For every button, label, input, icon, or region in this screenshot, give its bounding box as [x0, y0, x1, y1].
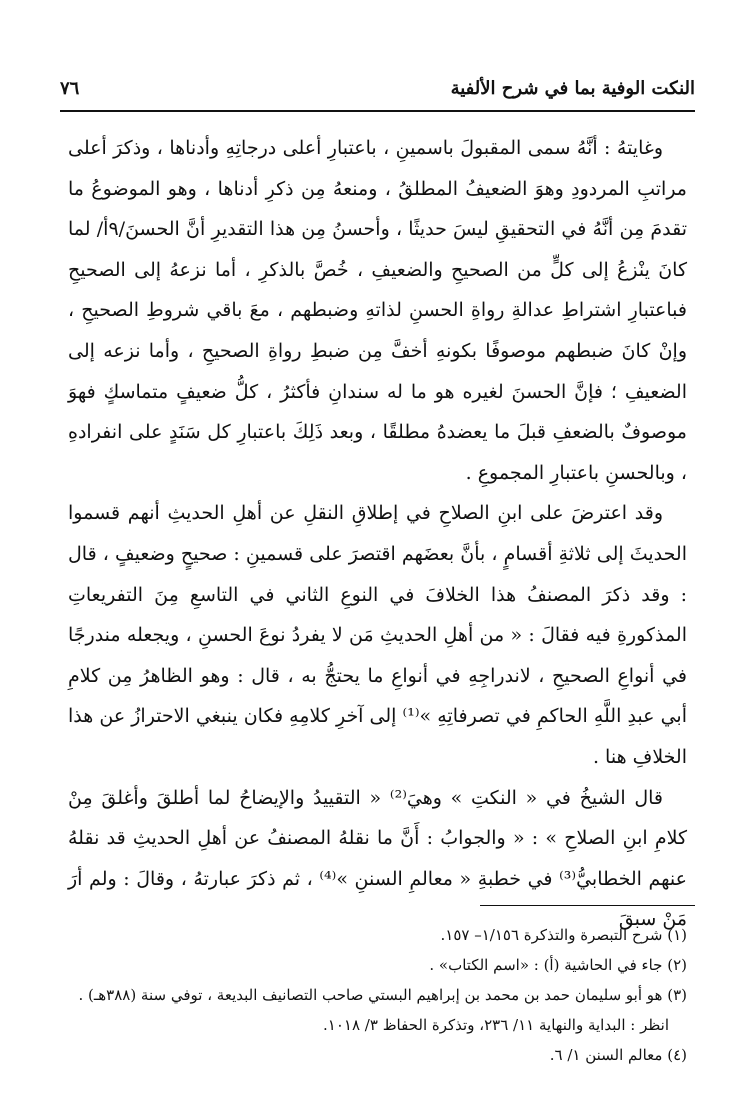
running-title: النكت الوفية بما في شرح الألفية	[450, 77, 695, 99]
page-header	[60, 68, 695, 108]
footnote-4: (٤) معالم السنن ١/ ٦.	[549, 1046, 687, 1064]
footnote-3-continuation: انظر : البداية والنهاية ١١/ ٢٣٦، وتذكرة الحفاظ ٣/ ١٠١٨.	[323, 1016, 669, 1034]
paragraph-3: قال الشيخُ في « النكتِ » وهيَ⁽²⁾ « التقييدُ والإيضاحُ لما أطلقَ وأغلقَ مِنْ كلامِ ابنِ الصلاحِ » : « والجوابُ : أَنَّ ما نقلهُ المصنفُ عن أهلِ الحديثِ قد نقلهُ عنهم الخطابيُّ⁽³⁾ في خطبةِ « معالمِ السننِ »⁽⁴⁾ ، ثم ذكرَ عبارتهُ ، وقالَ : ولم أرَ مَنْ سبقَ	[68, 786, 687, 931]
header-rule	[60, 110, 695, 112]
paragraph-2: وقد اعترضَ على ابنِ الصلاحِ في إطلاقِ النقلِ عن أهلِ الحديثِ أنهم قسموا الحديثَ إلى ثلاثةِ أقسامٍ ، بأنَّ بعضَهم اقتصرَ على قسمينِ : صحيحٍ وضعيفٍ ، قال : وقد ذكرَ المصنفُ هذا الخلافَ في النوعِ الثاني في التاسعِ مِنَ التفريعاتِ المذكورةِ فيه فقالَ : « من أهلِ الحديثِ مَن لا يفردُ نوعَ الحسنِ ، ويجعله مندرجًا في أنواعِ الصحيحِ ، لاندراجِهِ في أنواعِ ما يحتجُّ به ، قال : وهو الظاهرُ مِن كلامِ أبي عبدِ اللَّهِ الحاكمِ في تصرفاتِهِ »⁽¹⁾ إلى آخرِ كلامِهِ فكان ينبغي الاحترازُ عن هذا الخلافِ هنا .	[68, 502, 687, 768]
footnotes	[68, 920, 687, 1070]
footnote-3: (٣) هو أبو سليمان حمد بن محمد بن إبراهيم البستي صاحب التصانيف البديعة ، توفي سنة (٣٨٨هـ) .	[78, 986, 687, 1004]
page-number: ٧٦	[60, 77, 80, 99]
footnote-separator	[480, 905, 695, 906]
main-text	[68, 128, 687, 940]
footnote-1: (١) شرح التبصرة والتذكرة ١/١٥٦– ١٥٧.	[440, 926, 687, 944]
footnote-2: (٢) جاء في الحاشية (أ) : «اسم الكتاب» .	[429, 956, 687, 974]
paragraph-1: وغايتهُ : أنَّهُ سمى المقبولَ باسمينِ ، باعتبارِ أعلى درجاتِهِ وأدناها ، وذكرَ أعلى مراتبِ المردودِ وهوَ الضعيفُ المطلقُ ، ومنعهُ مِن ذكرِ أدناها ، وهو الموضوعُ ما تقدمَ مِن أنَّهُ في التحقيقِ ليسَ حديثًا ، وأحسنُ مِن هذا التقديرِ أنَّ الحسنَ/٩أ/ لما كانَ ينْزعُ إلى كلٍّ من الصحيحِ والضعيفِ ، خُصَّ بالذكرِ ، أما نزعهُ إلى الصحيحِ فباعتبارِ اشتراطِ عدالةِ رواةِ الحسنِ لذاتهِ وضبطهم ، معَ باقي شروطِ الصحيحِ ، وإنْ كانَ ضبطهم موصوفًا بكونهِ أخفَّ مِن ضبطِ رواةِ الصحيحِ ، وأما نزعه إلى الضعيفِ ؛ فإنَّ الحسنَ لغيره هو ما له سندانِ فأكثرُ ، كلُّ ضعيفٍ متماسكٍ فهوَ موصوفٌ بالضعفِ قبلَ ما يعضدهُ مطلقًا ، وبعد ذَلِكَ باعتبارِ كل سَنَدٍ على انفرادهِ ، وبالحسنِ باعتبارِ المجموعِ .	[68, 137, 687, 484]
